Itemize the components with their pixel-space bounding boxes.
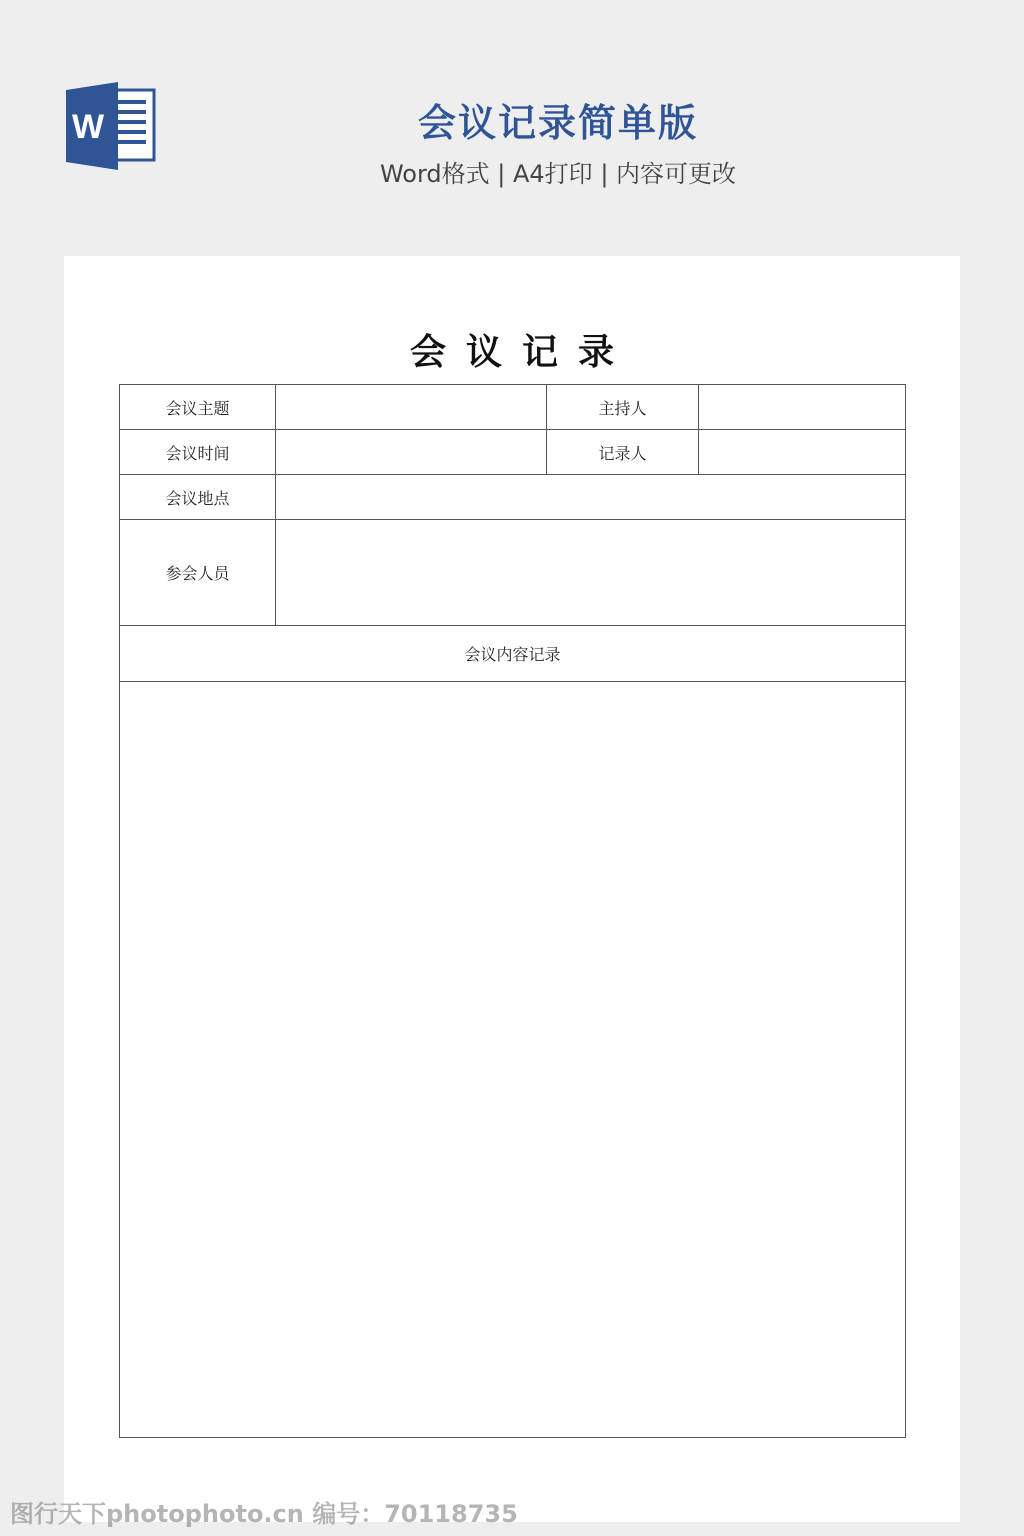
table-row (120, 430, 906, 475)
page-title: 会议记录简单版 (417, 101, 698, 145)
word-logo-letter: W (71, 108, 105, 146)
table-row (120, 682, 906, 1438)
meeting-record-table (119, 384, 906, 1438)
location-label: 会议地点 (120, 475, 276, 520)
topic-label: 会议主题 (120, 385, 276, 430)
document-page (64, 256, 960, 1522)
table-row (120, 626, 906, 682)
attendees-field[interactable] (276, 520, 906, 626)
word-document-icon (64, 80, 156, 172)
table-row (120, 475, 906, 520)
content-field[interactable] (120, 682, 906, 1438)
recorder-label: 记录人 (547, 430, 699, 475)
page-subtitle: Word格式 | A4打印 | 内容可更改 (379, 160, 737, 188)
attendees-label: 参会人员 (120, 520, 276, 626)
watermark: 图行天下photophoto.cn 编号：70118735 (10, 1500, 518, 1528)
location-field[interactable] (276, 475, 906, 520)
recorder-field[interactable] (699, 430, 906, 475)
time-field[interactable] (276, 430, 547, 475)
table-row (120, 520, 906, 626)
topic-field[interactable] (276, 385, 547, 430)
document-title: 会议记录 (409, 331, 634, 373)
host-label: 主持人 (547, 385, 699, 430)
host-field[interactable] (699, 385, 906, 430)
table-row (120, 385, 906, 430)
content-section-title: 会议内容记录 (120, 626, 906, 682)
time-label: 会议时间 (120, 430, 276, 475)
